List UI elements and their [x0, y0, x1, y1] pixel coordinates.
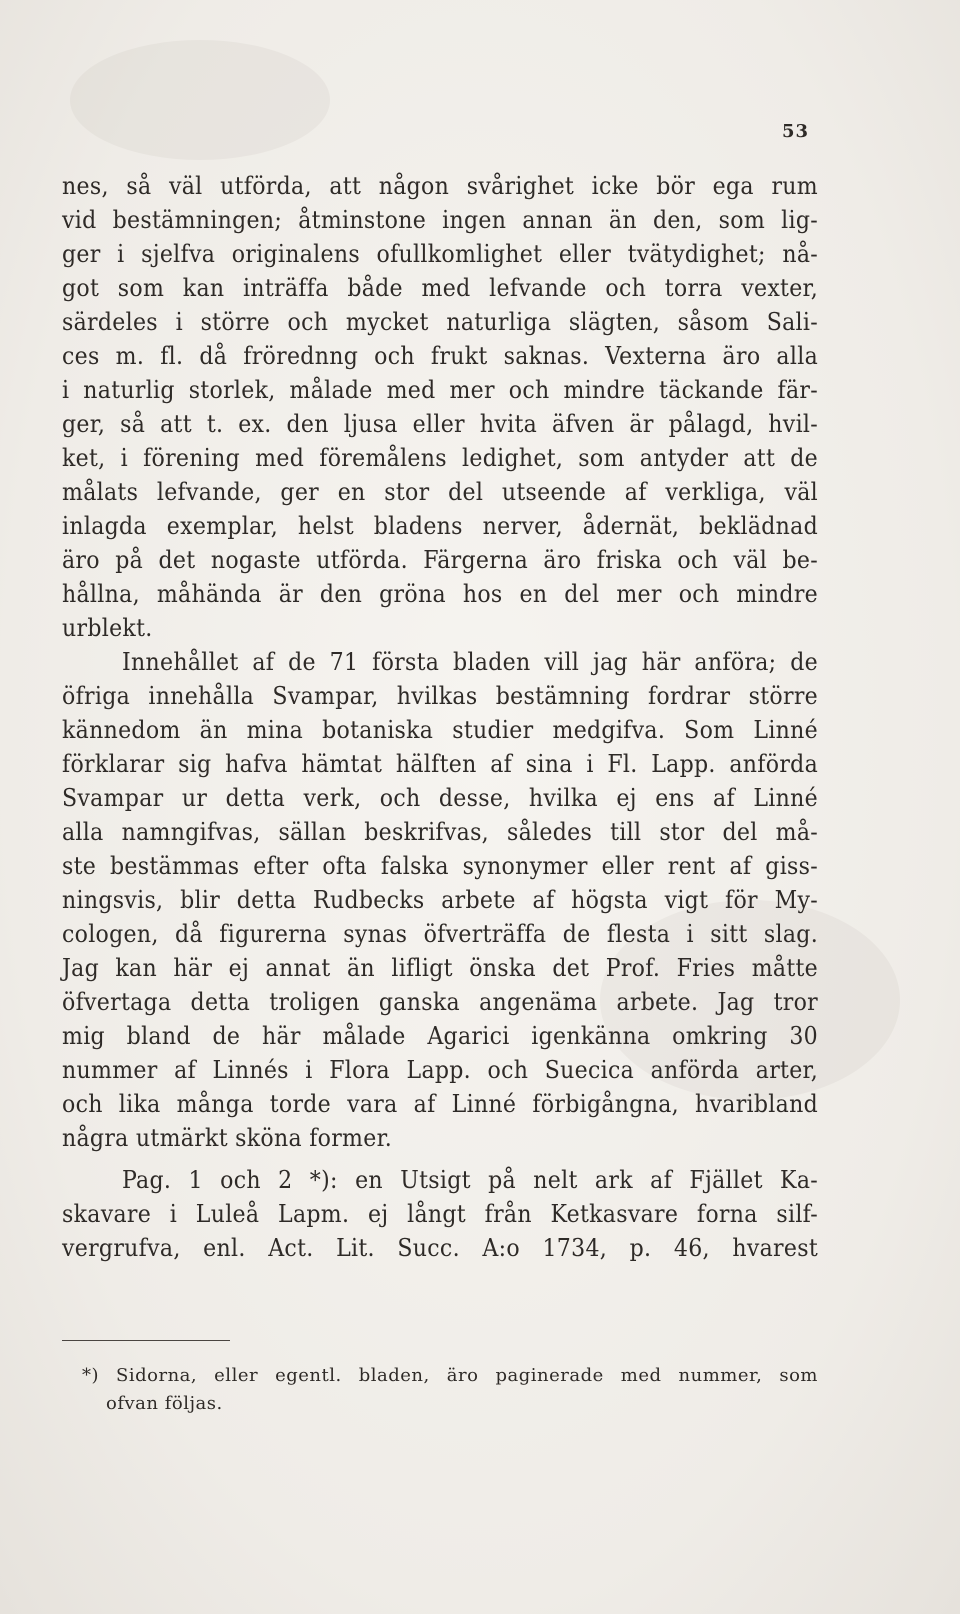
text-line: Jag kan här ej annat än lifligt önska det Prof. Fries måtte — [62, 953, 818, 982]
text-line: urblekt. — [62, 613, 153, 642]
text-line: äro på det nogaste utförda. Färgerna äro friska och väl be- — [62, 545, 818, 574]
footnote-divider — [62, 1340, 230, 1341]
text-line: vergrufva, enl. Act. Lit. Succ. A:o 1734, p. 46, hvarest — [62, 1233, 818, 1262]
text-line: ger i sjelfva originalens ofullkomlighet eller tvätydighet; nå- — [62, 239, 818, 268]
text-line: nes, så väl utförda, att någon svårighet icke bör ega rum — [62, 171, 818, 200]
text-line: skavare i Luleå Lapm. ej långt från Ketkasvare forna silf- — [62, 1199, 818, 1228]
text-line: got som kan inträffa både med lefvande och torra vexter, — [62, 273, 818, 302]
text-line: ste bestämmas efter ofta falska synonymer eller rent af giss- — [62, 851, 818, 880]
text-line: alla namngifvas, sällan beskrifvas, således till stor del må- — [62, 817, 818, 846]
text-line: några utmärkt sköna former. — [62, 1123, 393, 1152]
text-line: nummer af Linnés i Flora Lapp. och Suecica anförda arter, — [62, 1055, 818, 1084]
text-line: särdeles i större och mycket naturliga slägten, såsom Sali- — [62, 307, 818, 336]
text-line: Svampar ur detta verk, och desse, hvilka ej ens af Linné — [62, 783, 818, 812]
text-line: inlagda exemplar, helst bladens nerver, ådernät, beklädnad — [62, 511, 818, 540]
text-line: cologen, då figurerna synas öfverträffa de flesta i sitt slag. — [62, 919, 818, 948]
text-line: i naturlig storlek, målade med mer och mindre täckande fär- — [62, 375, 818, 404]
text-line: förklarar sig hafva hämtat hälften af sina i Fl. Lapp. anförda — [62, 749, 818, 778]
text-line: öfriga innehålla Svampar, hvilkas bestämning fordrar större — [62, 681, 818, 710]
footnote-line: *) Sidorna, eller egentl. bladen, äro paginerade med nummer, som — [82, 1365, 818, 1386]
text-line: Innehållet af de 71 första bladen vill jag här anföra; de — [122, 647, 818, 676]
text-line: kännedom än mina botaniska studier medgifva. Som Linné — [62, 715, 818, 744]
text-line: ket, i förening med föremålens ledighet, som antyder att de — [62, 443, 818, 472]
text-line: ger, så att t. ex. den ljusa eller hvita äfven är pålagd, hvil- — [62, 409, 818, 438]
text-line: målats lefvande, ger en stor del utseende af verkliga, väl — [62, 477, 818, 506]
text-line: och lika många torde vara af Linné förbigångna, hvaribland — [62, 1089, 818, 1118]
text-line: hållna, måhända är den gröna hos en del mer och mindre — [62, 579, 818, 608]
footnote-line: ofvan följas. — [106, 1393, 223, 1414]
text-line: ningsvis, blir detta Rudbecks arbete af högsta vigt för My- — [62, 885, 818, 914]
text-line: öfvertaga detta troligen ganska angenäma arbete. Jag tror — [62, 987, 818, 1016]
text-line: mig bland de här målade Agarici igenkänna omkring 30 — [62, 1021, 818, 1050]
text-line: vid bestämningen; åtminstone ingen annan än den, som lig- — [62, 205, 818, 234]
text-line: ces m. fl. då frörednng och frukt saknas. Vexterna äro alla — [62, 341, 818, 370]
paper-stain — [70, 40, 330, 160]
text-line: Pag. 1 och 2 *): en Utsigt på nelt ark af Fjället Ka- — [122, 1165, 818, 1194]
page-number: 53 — [782, 121, 810, 142]
